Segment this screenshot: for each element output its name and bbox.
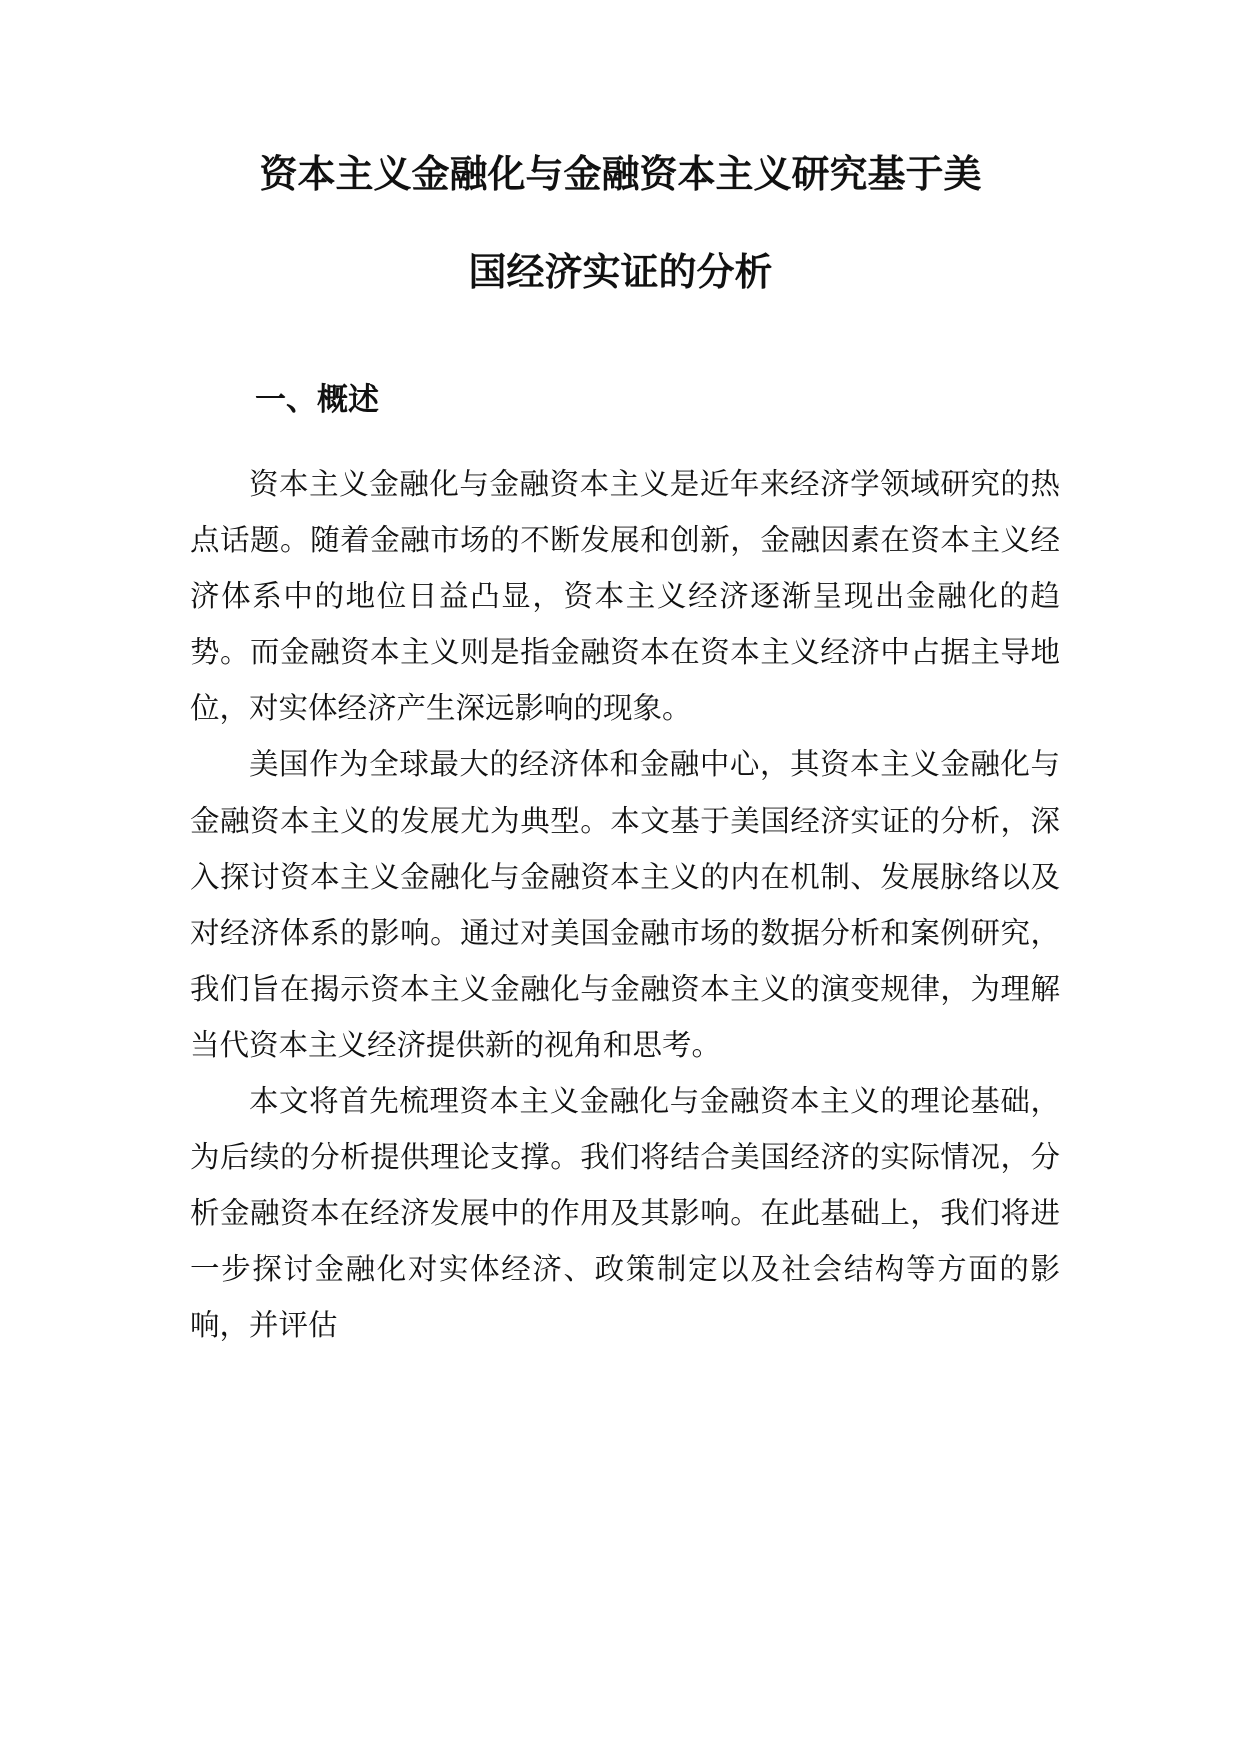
document-title-line-1: 资本主义金融化与金融资本主义研究基于美 bbox=[259, 152, 982, 196]
document-title-line-2: 国经济实证的分析 bbox=[468, 250, 773, 294]
paragraph-3: 本文将首先梳理资本主义金融化与金融资本主义的理论基础，为后续的分析提供理论支撑。我们将结合美国经济的实际情况，分析金融资本在经济发展中的作用及其影响。在此基础上，我们将进一步探讨金融化对实体经济、政策制定以及社会结构等方面的影响，并评估 bbox=[190, 1084, 1060, 1343]
paragraph-2: 美国作为全球最大的经济体和金融中心，其资本主义金融化与金融资本主义的发展尤为典型。本文基于美国经济实证的分析，深入探讨资本主义金融化与金融资本主义的内在机制、发展脉络以及对经济体系的影响。通过对美国金融市场的数据分析和案例研究，我们旨在揭示资本主义金融化与金融资本主义的演变规律，为理解当代资本主义经济提供新的视角和思考。 bbox=[190, 747, 1060, 1062]
paragraph-1: 资本主义金融化与金融资本主义是近年来经济学领域研究的热点话题。随着金融市场的不断发展和创新，金融因素在资本主义经济体系中的地位日益凸显，资本主义经济逐渐呈现出金融化的趋势。而金融资本主义则是指金融资本在资本主义经济中占据主导地位，对实体经济产生深远影响的现象。 bbox=[190, 467, 1060, 726]
section-heading: 一、概述 bbox=[255, 382, 379, 418]
document-body bbox=[190, 456, 1060, 1354]
